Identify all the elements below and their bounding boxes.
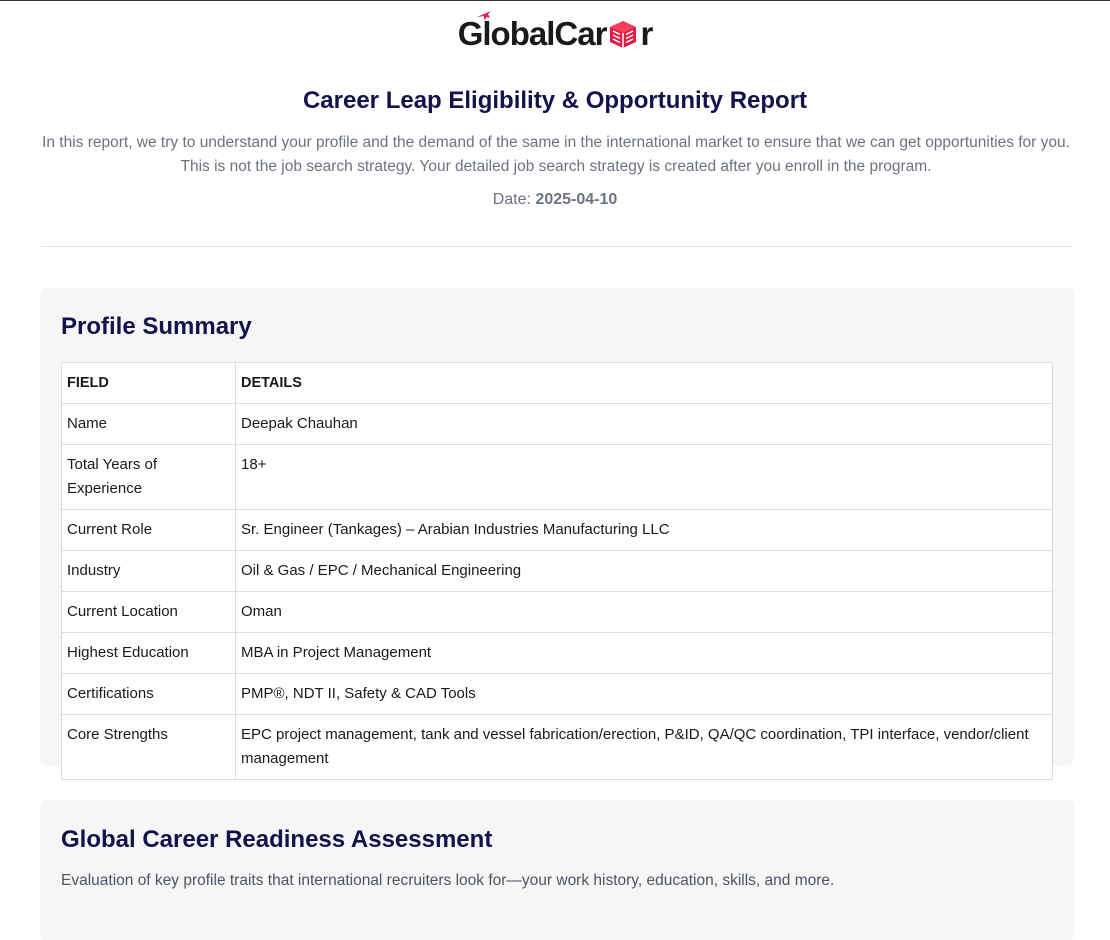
details-core-strengths: EPC project management, tank and vessel fabrication/erection, P&ID, QA/QC coordination, TPI interface, vendor/client management: [236, 715, 1053, 780]
profile-table: [61, 362, 1053, 780]
date-value: 2025-04-10: [535, 191, 618, 208]
table-row: [62, 592, 1053, 633]
table-row: [62, 445, 1053, 510]
field-core-strengths: Core Strengths: [62, 715, 236, 780]
brand-logo: [0, 15, 1110, 53]
table-row: [62, 633, 1053, 674]
profile-summary-heading: Profile Summary: [61, 313, 252, 340]
logo-letter-r: r: [640, 15, 653, 52]
details-education: MBA in Project Management: [236, 633, 1053, 674]
plane-icon: [476, 9, 492, 21]
table-row: [62, 715, 1053, 780]
field-name: Name: [62, 404, 236, 445]
report-title: Career Leap Eligibility & Opportunity Report: [302, 87, 808, 114]
logo-letters-mid: lobalCar: [482, 15, 607, 52]
column-header-details: DETAILS: [236, 363, 1053, 404]
profile-summary-card: [41, 288, 1073, 767]
cargo-box-icon: [608, 19, 638, 49]
logo-letter-g: G: [457, 15, 483, 52]
field-industry: Industry: [62, 551, 236, 592]
field-current-role: Current Role: [62, 510, 236, 551]
details-current-role: Sr. Engineer (Tankages) – Arabian Industries Manufacturing LLC: [236, 510, 1053, 551]
report-intro: In this report, we try to understand your profile and the demand of the same in the international market to ensure that we can get opportunities for you. This is not the job search strategy. Your detailed job search strategy is created after you enroll in the program.: [42, 134, 1070, 175]
details-name: Deepak Chauhan: [236, 404, 1053, 445]
table-row: [62, 551, 1053, 592]
details-experience: 18+: [236, 445, 1053, 510]
readiness-heading: Global Career Readiness Assessment: [61, 826, 493, 853]
readiness-description: Evaluation of key profile traits that international recruiters look for—your work history, education, skills, and more.: [61, 872, 835, 889]
table-header-row: [62, 363, 1053, 404]
logo-wordmark: [458, 15, 653, 53]
field-experience: Total Years of Experience: [62, 445, 236, 510]
table-row: [62, 510, 1053, 551]
details-location: Oman: [236, 592, 1053, 633]
table-row: [62, 404, 1053, 445]
field-education: Highest Education: [62, 633, 236, 674]
date-label: Date:: [492, 191, 531, 208]
report-page: [0, 1, 1110, 922]
column-header-field: FIELD: [62, 363, 236, 404]
report-date: [0, 191, 1110, 209]
header-divider: [41, 246, 1073, 247]
table-row: [62, 674, 1053, 715]
field-certifications: Certifications: [62, 674, 236, 715]
details-industry: Oil & Gas / EPC / Mechanical Engineering: [236, 551, 1053, 592]
readiness-assessment-card: [41, 800, 1073, 940]
details-certifications: PMP®, NDT II, Safety & CAD Tools: [236, 674, 1053, 715]
field-location: Current Location: [62, 592, 236, 633]
